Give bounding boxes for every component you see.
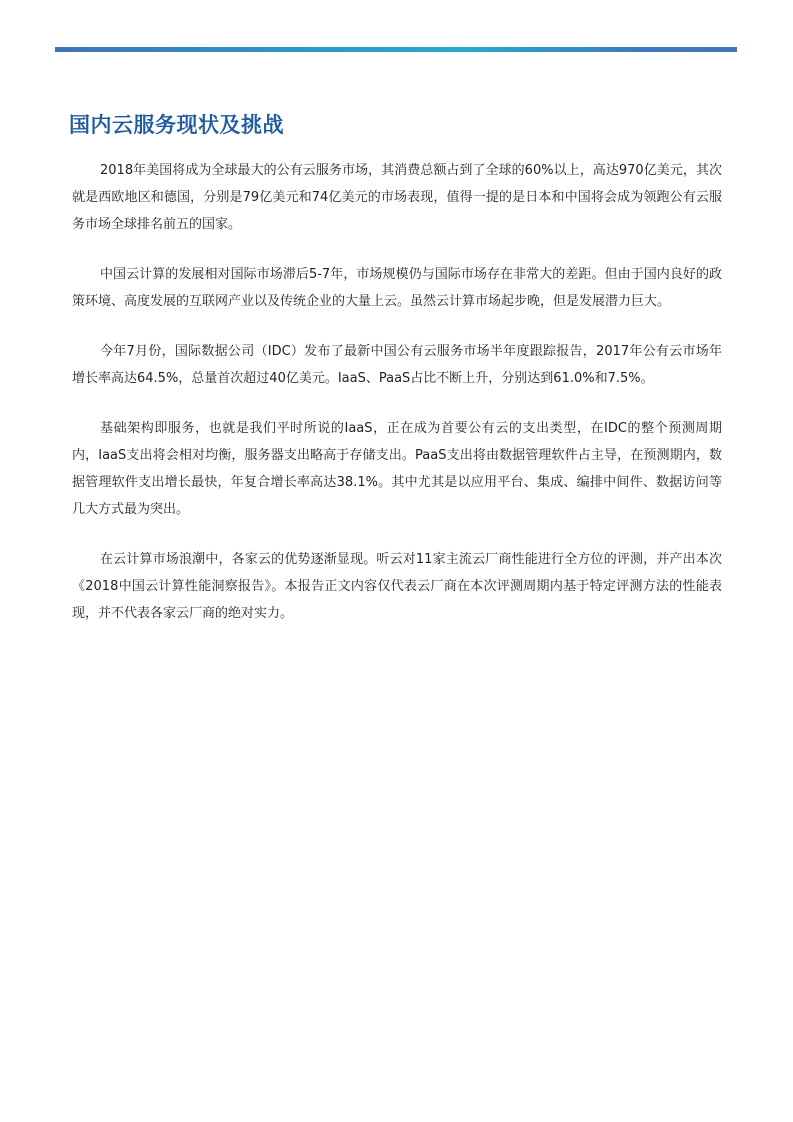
paragraph-3: 今年7月份，国际数据公司（IDC）发布了最新中国公有云服务市场半年度跟踪报告，2017年公有云市场年增长率高达64.5%，总量首次超过40亿美元。IaaS、PaaS占比不断上升，分别达到61.0%和7.5%。 — [72, 344, 722, 386]
page-title: 国内云服务现状及挑战 — [69, 113, 284, 137]
paragraph-4: 基础架构即服务，也就是我们平时所说的IaaS，正在成为首要公有云的支出类型，在IDC的整个预测周期内，IaaS支出将会相对均衡，服务器支出略高于存储支出。PaaS支出将由数据管理软件占主导，在预测期内，数据管理软件支出增长最快，年复合增长率高达38.1%。其中尤其是以应用平台、集成、编排中间件、数据访问等几大方式最为突出。 — [72, 421, 722, 517]
paragraph-2: 中国云计算的发展相对国际市场滞后5-7年，市场规模仍与国际市场存在非常大的差距。但由于国内良好的政策环境、高度发展的互联网产业以及传统企业的大量上云。虽然云计算市场起步晚，但是发展潜力巨大。 — [72, 267, 722, 309]
paragraph-5: 在云计算市场浪潮中，各家云的优势逐渐显现。听云对11家主流云厂商性能进行全方位的评测，并产出本次《2018中国云计算性能洞察报告》。本报告正文内容仅代表云厂商在本次评测周期内基于特定评测方法的性能表现，并不代表各家云厂商的绝对实力。 — [72, 552, 722, 621]
header-accent-bar — [55, 47, 737, 52]
body-content — [72, 157, 722, 650]
paragraph-1: 2018年美国将成为全球最大的公有云服务市场，其消费总额占到了全球的60%以上，高达970亿美元，其次就是西欧地区和德国，分别是79亿美元和74亿美元的市场表现，值得一提的是日本和中国将会成为领跑公有云服务市场全球排名前五的国家。 — [72, 163, 722, 232]
